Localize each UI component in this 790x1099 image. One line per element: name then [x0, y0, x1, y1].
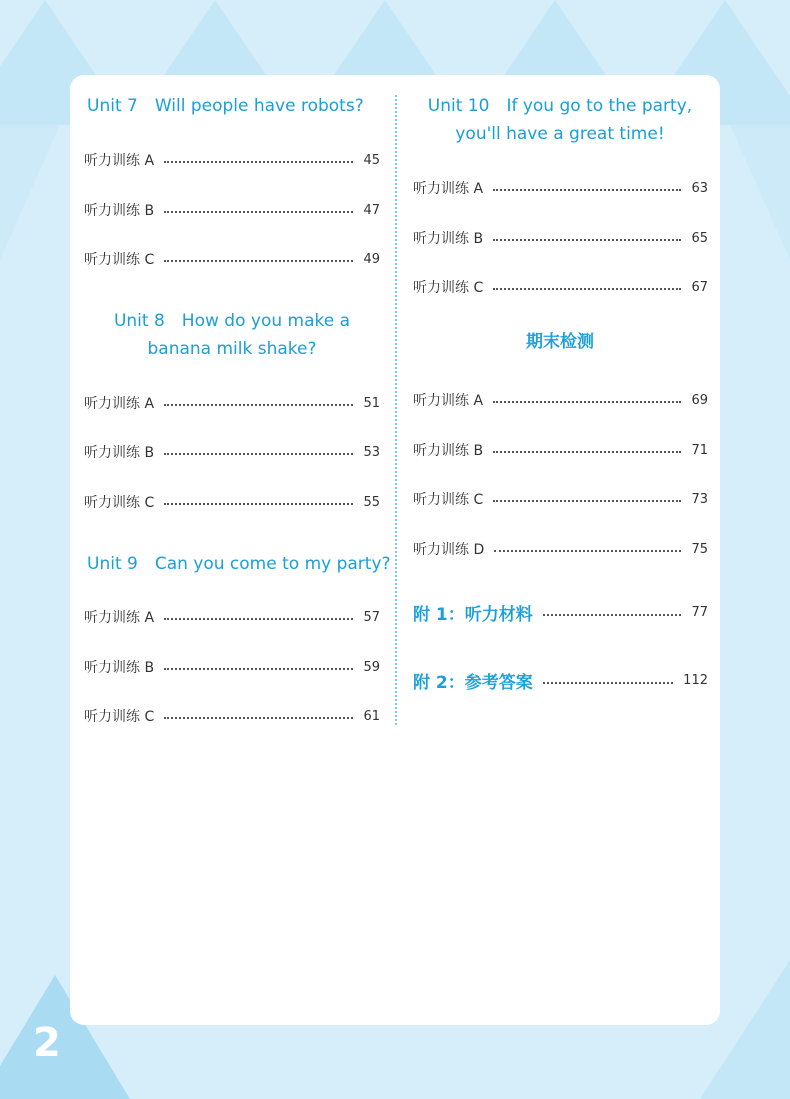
toc-entry[interactable]: [84, 248, 380, 270]
unit10-heading-line2: you'll have a great time!: [455, 124, 665, 144]
final-exam-heading: 期末检测: [526, 332, 594, 352]
toc-entry[interactable]: [84, 705, 380, 727]
toc-entry[interactable]: [413, 276, 708, 298]
unit7-heading: Unit 7 Will people have robots?: [87, 96, 364, 116]
entry-label: 听力训练 B: [84, 203, 155, 219]
dot-leader: [494, 550, 681, 552]
entry-label: 听力训练 A: [84, 610, 155, 626]
dot-leader: [493, 288, 681, 290]
appendix-answer-key[interactable]: [413, 667, 708, 693]
unit8-heading-line2: banana milk shake?: [147, 339, 317, 359]
toc-entry[interactable]: [84, 441, 380, 463]
dot-leader: [543, 614, 682, 616]
column-divider: [395, 95, 397, 725]
dot-leader: [164, 717, 353, 719]
toc-entry[interactable]: [413, 439, 708, 461]
entry-label: 听力训练 A: [84, 396, 155, 412]
entry-page: 49: [363, 251, 380, 267]
entry-label: 听力训练 C: [84, 495, 155, 511]
entry-label: 听力训练 C: [413, 492, 484, 508]
entry-page: 71: [691, 442, 708, 458]
entry-page: 59: [363, 659, 380, 675]
appendix-listening-materials[interactable]: [413, 599, 708, 625]
entry-label: 听力训练 B: [84, 445, 155, 461]
toc-entry[interactable]: [84, 199, 380, 221]
toc-entry[interactable]: [413, 389, 708, 411]
dot-leader: [493, 239, 681, 241]
entry-label: 听力训练 B: [84, 660, 155, 676]
entry-page: 65: [691, 230, 708, 246]
dot-leader: [493, 500, 681, 502]
dot-leader: [164, 161, 353, 163]
entry-page: 47: [363, 202, 380, 218]
entry-label: 听力训练 C: [413, 280, 484, 296]
dot-leader: [164, 404, 353, 406]
entry-page: 55: [363, 494, 380, 510]
entry-label: 听力训练 A: [413, 393, 484, 409]
entry-page: 67: [691, 279, 708, 295]
entry-page: 45: [363, 152, 380, 168]
entry-page: 61: [363, 708, 380, 724]
entry-label: 听力训练 C: [84, 709, 155, 725]
unit8-heading-line1: Unit 8 How do you make a: [113, 311, 351, 331]
entry-label: 听力训练 A: [413, 181, 484, 197]
dot-leader: [164, 668, 353, 670]
entry-page: 75: [691, 541, 708, 557]
unit10-heading-line1: Unit 10 If you go to the party,: [427, 96, 693, 116]
toc-entry[interactable]: [84, 491, 380, 513]
appendix-page: 77: [691, 604, 708, 620]
dot-leader: [543, 682, 673, 684]
entry-page: 51: [363, 395, 380, 411]
entry-page: 69: [691, 392, 708, 408]
toc-entry[interactable]: [84, 149, 380, 171]
entry-page: 57: [363, 609, 380, 625]
toc-entry[interactable]: [413, 488, 708, 510]
dot-leader: [164, 618, 353, 620]
unit9-heading: Unit 9 Can you come to my party?: [87, 554, 391, 574]
entry-page: 73: [691, 491, 708, 507]
toc-entry[interactable]: [413, 538, 708, 560]
appendix-label: 附 2：参考答案: [413, 672, 533, 693]
entry-label: 听力训练 D: [413, 542, 485, 558]
page-number: 2: [33, 1020, 61, 1066]
entry-label: 听力训练 B: [413, 443, 484, 459]
toc-entry[interactable]: [84, 392, 380, 414]
dot-leader: [164, 453, 353, 455]
toc-entry[interactable]: [84, 656, 380, 678]
dot-leader: [493, 189, 681, 191]
toc-entry[interactable]: [413, 177, 708, 199]
toc-entry[interactable]: [413, 227, 708, 249]
entry-label: 听力训练 A: [84, 153, 155, 169]
appendix-page: 112: [683, 672, 708, 688]
entry-label: 听力训练 B: [413, 231, 484, 247]
dot-leader: [493, 401, 681, 403]
appendix-label: 附 1：听力材料: [413, 604, 533, 625]
dot-leader: [164, 503, 353, 505]
entry-page: 53: [363, 444, 380, 460]
entry-page: 63: [691, 180, 708, 196]
dot-leader: [164, 260, 353, 262]
toc-entry[interactable]: [84, 606, 380, 628]
dot-leader: [164, 211, 353, 213]
entry-label: 听力训练 C: [84, 252, 155, 268]
dot-leader: [493, 451, 681, 453]
